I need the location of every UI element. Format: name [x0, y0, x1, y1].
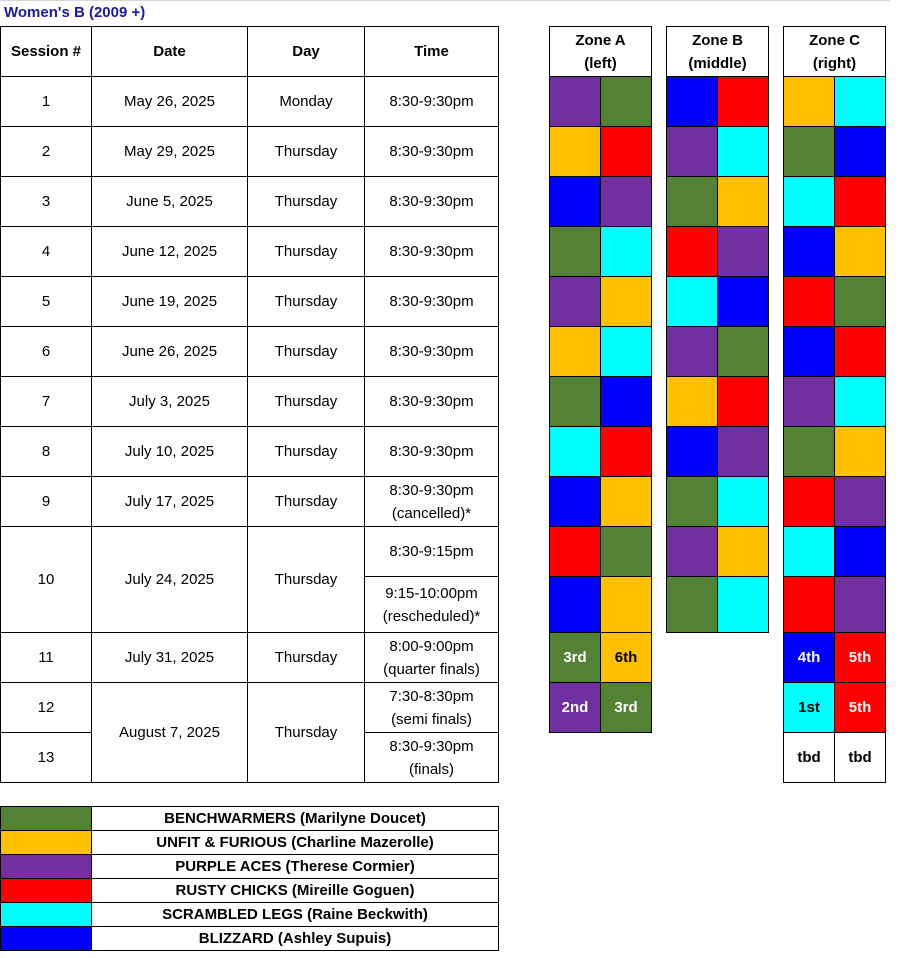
- zone-c-cell-away: 5th: [835, 683, 886, 733]
- zone-row: [550, 377, 652, 427]
- time-cell: 8:30-9:30pm: [365, 77, 499, 127]
- zone-playoff-row: [784, 633, 886, 683]
- zone-a-cell-away: [601, 377, 652, 427]
- date-cell: May 29, 2025: [92, 127, 248, 177]
- zone-b-title: [667, 27, 769, 77]
- table-row: [1, 683, 499, 733]
- zone-c-cell-home: [784, 427, 835, 477]
- zone-a-cell-away: [601, 477, 652, 527]
- legend-swatch: [1, 903, 92, 927]
- zone-a-cell-home: [550, 127, 601, 177]
- zone-b-cell-home: [667, 477, 718, 527]
- zone-b-cell-home: [667, 327, 718, 377]
- zone-row: [550, 77, 652, 127]
- zone-c-position: (right): [812, 54, 857, 72]
- zone-b-games: [667, 77, 769, 633]
- zone-b-cell-away: [718, 527, 769, 577]
- zone-b-cell-home: [667, 377, 718, 427]
- zone-b-cell-away: [718, 327, 769, 377]
- day-cell: Thursday: [248, 177, 365, 227]
- zone-row: [550, 527, 652, 577]
- zone-row: [667, 527, 769, 577]
- zone-c-cell-home: [784, 527, 835, 577]
- day-cell: Thursday: [248, 477, 365, 527]
- legend-swatch: [1, 927, 92, 951]
- zone-row: [667, 177, 769, 227]
- zone-b-cell-home: [667, 277, 718, 327]
- zone-a-cell-home: 2nd: [550, 683, 601, 733]
- zone-b-cell-home: [667, 227, 718, 277]
- time-cell: 8:30-9:30pm: [365, 177, 499, 227]
- day-cell: Thursday: [248, 427, 365, 477]
- table-row: [1, 177, 499, 227]
- zone-c-cell-home: tbd: [784, 733, 835, 783]
- zone-c-cell-home: [784, 577, 835, 633]
- zone-c-title: [784, 27, 886, 77]
- day-cell: Thursday: [248, 227, 365, 277]
- date-cell: July 17, 2025: [92, 477, 248, 527]
- zone-b-cell-home: [667, 527, 718, 577]
- legend-row: [1, 879, 499, 903]
- zone-a-cell-home: 3rd: [550, 633, 601, 683]
- table-row: [1, 77, 499, 127]
- session-cell: 3: [1, 177, 92, 227]
- zone-row: [550, 327, 652, 377]
- zone-c-name: Zone C: [809, 31, 860, 49]
- legend-row: [1, 807, 499, 831]
- zone-c-cell-away: [835, 77, 886, 127]
- session-cell: 10: [1, 527, 92, 633]
- time-note: (finals): [408, 760, 454, 778]
- zone-a-cell-home: [550, 327, 601, 377]
- zone-row: [667, 77, 769, 127]
- zone-a-title: [550, 27, 652, 77]
- time-note: (cancelled)*: [391, 504, 472, 522]
- day-cell: Thursday: [248, 527, 365, 633]
- zone-row: [667, 277, 769, 327]
- time-cell: 8:30-9:30pm: [365, 127, 499, 177]
- zone-row: [550, 127, 652, 177]
- zone-c-cell-home: [784, 377, 835, 427]
- zone-a-cell-away: [601, 177, 652, 227]
- time-text: 9:15-10:00pm: [385, 584, 478, 602]
- zone-row: [784, 227, 886, 277]
- legend-team-name: SCRAMBLED LEGS (Raine Beckwith): [92, 903, 499, 927]
- zone-row: [550, 477, 652, 527]
- session-cell: 12: [1, 683, 92, 733]
- zone-row: [784, 327, 886, 377]
- zone-b-table: [666, 26, 769, 633]
- header-day: Day: [248, 27, 365, 77]
- zone-a-cell-away: [601, 227, 652, 277]
- zone-c-cell-away: [835, 427, 886, 477]
- day-cell: Thursday: [248, 127, 365, 177]
- zone-b-cell-away: [718, 577, 769, 633]
- zone-a-cell-away: [601, 277, 652, 327]
- date-cell: August 7, 2025: [92, 683, 248, 783]
- zone-a-cell-away: [601, 427, 652, 477]
- time-note: (quarter finals): [383, 660, 480, 678]
- date-cell: June 5, 2025: [92, 177, 248, 227]
- time-cell: 8:30-9:30pm: [365, 377, 499, 427]
- time-cell: [365, 733, 499, 783]
- time-cell: 8:30-9:15pm: [365, 527, 499, 577]
- zone-b-cell-home: [667, 127, 718, 177]
- zone-c-cell-away: [835, 227, 886, 277]
- time-note: (semi finals): [391, 710, 472, 728]
- table-row: [1, 633, 499, 683]
- legend-team-name: BENCHWARMERS (Marilyne Doucet): [92, 807, 499, 831]
- legend-row: [1, 927, 499, 951]
- zone-a-cell-home: [550, 577, 601, 633]
- zone-b-cell-away: [718, 177, 769, 227]
- zone-a-cell-home: [550, 277, 601, 327]
- legend-team-name: RUSTY CHICKS (Mireille Goguen): [92, 879, 499, 903]
- zone-c-cell-home: [784, 227, 835, 277]
- session-cell: 1: [1, 77, 92, 127]
- zone-b-cell-away: [718, 427, 769, 477]
- header-date: Date: [92, 27, 248, 77]
- table-row: [1, 477, 499, 527]
- time-text: 8:30-9:30pm: [389, 737, 474, 755]
- day-cell: Thursday: [248, 277, 365, 327]
- zone-b-cell-home: [667, 77, 718, 127]
- zone-row: [784, 177, 886, 227]
- zone-row: [784, 377, 886, 427]
- zone-c-cell-home: 1st: [784, 683, 835, 733]
- zone-b-cell-away: [718, 477, 769, 527]
- zone-a-cell-away: [601, 327, 652, 377]
- zone-c-cell-away: [835, 527, 886, 577]
- zone-row: [784, 277, 886, 327]
- time-text: 8:00-9:00pm: [389, 637, 474, 655]
- schedule-header-row: [1, 27, 499, 77]
- zone-c-games: [784, 77, 886, 783]
- zone-row: [667, 427, 769, 477]
- time-cell: 8:30-9:30pm: [365, 277, 499, 327]
- zone-c-cell-home: [784, 327, 835, 377]
- zone-a-cell-away: [601, 127, 652, 177]
- day-cell: Thursday: [248, 633, 365, 683]
- zone-c-cell-away: [835, 577, 886, 633]
- zone-a-name: Zone A: [575, 31, 626, 49]
- zone-a-cell-away: 6th: [601, 633, 652, 683]
- time-cell: 8:30-9:30pm: [365, 427, 499, 477]
- zone-row: [550, 577, 652, 633]
- header-session: Session #: [1, 27, 92, 77]
- zone-c-cell-away: [835, 177, 886, 227]
- zone-a-cell-away: [601, 77, 652, 127]
- zone-row: [784, 127, 886, 177]
- date-cell: July 10, 2025: [92, 427, 248, 477]
- zone-b-position: (middle): [688, 54, 747, 72]
- zone-b-cell-away: [718, 127, 769, 177]
- zone-row: [784, 477, 886, 527]
- legend-swatch: [1, 807, 92, 831]
- date-cell: June 26, 2025: [92, 327, 248, 377]
- session-cell: 9: [1, 477, 92, 527]
- session-cell: 5: [1, 277, 92, 327]
- zone-a-cell-away: 3rd: [601, 683, 652, 733]
- table-row: [1, 427, 499, 477]
- zone-a-cell-home: [550, 227, 601, 277]
- zone-row: [550, 227, 652, 277]
- zone-a-cell-away: [601, 577, 652, 633]
- zone-c-cell-home: [784, 277, 835, 327]
- zone-c-cell-home: [784, 127, 835, 177]
- table-row: [1, 277, 499, 327]
- header-time: Time: [365, 27, 499, 77]
- date-cell: May 26, 2025: [92, 77, 248, 127]
- zone-b-cell-away: [718, 277, 769, 327]
- table-row: [1, 127, 499, 177]
- top-border: [0, 0, 890, 1]
- legend-swatch: [1, 831, 92, 855]
- zone-c-cell-home: [784, 77, 835, 127]
- zone-c-cell-away: tbd: [835, 733, 886, 783]
- session-cell: 11: [1, 633, 92, 683]
- sheet-title: Women's B (2009 +): [4, 4, 146, 21]
- zone-playoff-row: [550, 683, 652, 733]
- legend-row: [1, 903, 499, 927]
- table-row: [1, 227, 499, 277]
- zone-row: [667, 377, 769, 427]
- legend-team-name: BLIZZARD (Ashley Supuis): [92, 927, 499, 951]
- date-cell: June 12, 2025: [92, 227, 248, 277]
- time-text: 8:30-9:30pm: [389, 481, 474, 499]
- session-cell: 8: [1, 427, 92, 477]
- time-cell: [365, 633, 499, 683]
- date-cell: July 24, 2025: [92, 527, 248, 633]
- time-note: (rescheduled)*: [382, 607, 481, 625]
- date-cell: July 31, 2025: [92, 633, 248, 683]
- zone-playoff-row: [784, 733, 886, 783]
- zone-a-cell-home: [550, 377, 601, 427]
- table-row: [1, 327, 499, 377]
- time-cell: [365, 477, 499, 527]
- zone-row: [550, 277, 652, 327]
- zone-a-position: (left): [584, 54, 617, 72]
- zone-row: [667, 227, 769, 277]
- team-legend: [0, 806, 499, 951]
- date-cell: June 19, 2025: [92, 277, 248, 327]
- zone-c-cell-home: 4th: [784, 633, 835, 683]
- zone-c-cell-away: [835, 377, 886, 427]
- zone-playoff-row: [550, 633, 652, 683]
- zone-c-cell-home: [784, 477, 835, 527]
- time-cell: 8:30-9:30pm: [365, 227, 499, 277]
- zone-b-cell-home: [667, 577, 718, 633]
- day-cell: Thursday: [248, 327, 365, 377]
- zone-b-cell-home: [667, 427, 718, 477]
- zone-row: [550, 427, 652, 477]
- session-cell: 7: [1, 377, 92, 427]
- day-cell: Thursday: [248, 377, 365, 427]
- zone-c-cell-away: [835, 477, 886, 527]
- zone-row: [784, 77, 886, 127]
- day-cell: Thursday: [248, 683, 365, 783]
- session-cell: 4: [1, 227, 92, 277]
- legend-team-name: PURPLE ACES (Therese Cormier): [92, 855, 499, 879]
- zone-a-games: [550, 77, 652, 733]
- time-cell: 8:30-9:30pm: [365, 327, 499, 377]
- zone-row: [667, 477, 769, 527]
- date-cell: July 3, 2025: [92, 377, 248, 427]
- zone-c-cell-away: 5th: [835, 633, 886, 683]
- legend-row: [1, 855, 499, 879]
- zone-b-cell-away: [718, 77, 769, 127]
- session-cell: 6: [1, 327, 92, 377]
- zone-a-cell-home: [550, 77, 601, 127]
- zone-b-name: Zone B: [692, 31, 743, 49]
- zone-row: [784, 577, 886, 633]
- day-cell: Monday: [248, 77, 365, 127]
- legend-team-name: UNFIT & FURIOUS (Charline Mazerolle): [92, 831, 499, 855]
- zone-row: [784, 527, 886, 577]
- schedule-table: [0, 26, 499, 783]
- table-row: [1, 377, 499, 427]
- legend-row: [1, 831, 499, 855]
- zone-c-table: [783, 26, 886, 783]
- zone-playoff-row: [784, 683, 886, 733]
- legend-swatch: [1, 879, 92, 903]
- zone-b-cell-home: [667, 177, 718, 227]
- session-cell: 2: [1, 127, 92, 177]
- zone-row: [667, 327, 769, 377]
- zone-a-table: [549, 26, 652, 733]
- zone-a-cell-home: [550, 527, 601, 577]
- zone-row: [667, 577, 769, 633]
- zone-c-cell-away: [835, 277, 886, 327]
- time-cell: [365, 577, 499, 633]
- session-cell: 13: [1, 733, 92, 783]
- time-text: 7:30-8:30pm: [389, 687, 474, 705]
- zone-a-cell-home: [550, 477, 601, 527]
- zone-a-cell-away: [601, 527, 652, 577]
- zone-a-cell-home: [550, 427, 601, 477]
- zone-b-cell-away: [718, 227, 769, 277]
- table-row: [1, 527, 499, 577]
- zone-row: [784, 427, 886, 477]
- zone-c-cell-away: [835, 127, 886, 177]
- zone-row: [550, 177, 652, 227]
- zone-b-cell-away: [718, 377, 769, 427]
- legend-rows: [1, 807, 499, 951]
- time-cell: [365, 683, 499, 733]
- zone-c-cell-home: [784, 177, 835, 227]
- zone-c-cell-away: [835, 327, 886, 377]
- legend-swatch: [1, 855, 92, 879]
- zone-row: [667, 127, 769, 177]
- zone-a-cell-home: [550, 177, 601, 227]
